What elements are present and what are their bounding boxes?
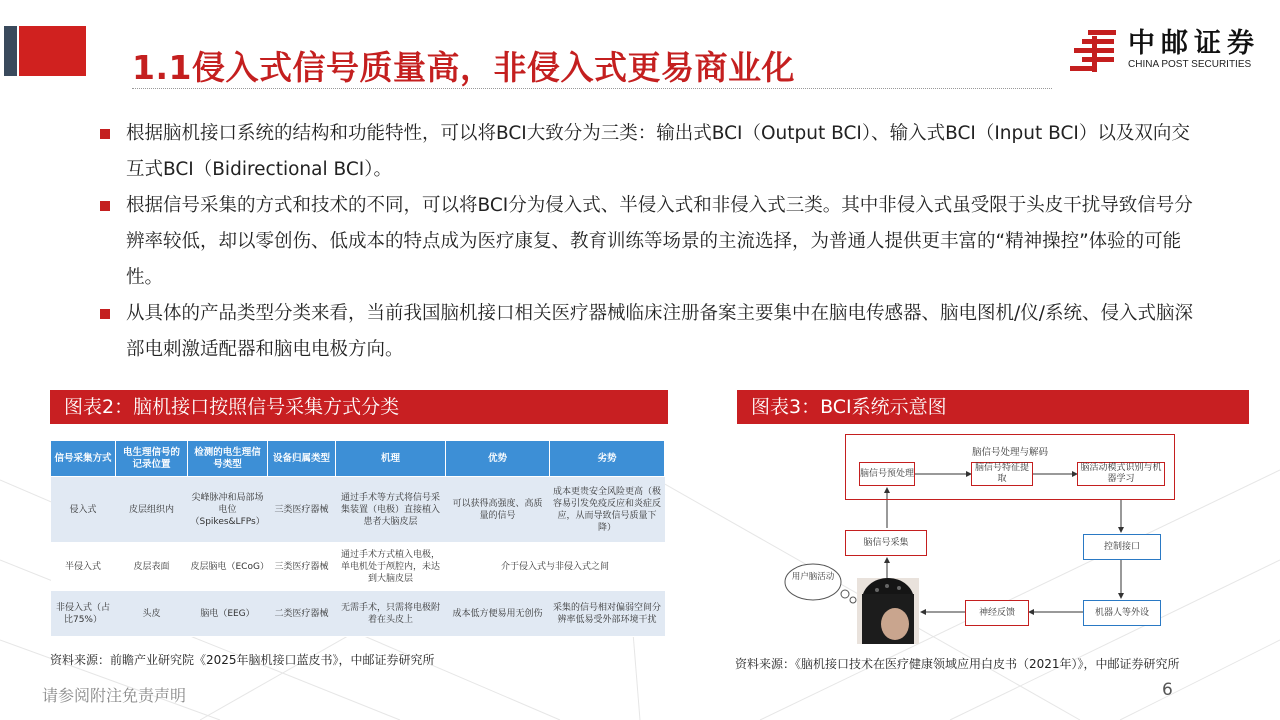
page-number: 6 (1162, 680, 1173, 700)
node-pattern-recognition: 脑活动模式识别与机器学习 (1077, 462, 1165, 486)
bci-system-diagram (737, 428, 1249, 650)
title-divider (132, 88, 1052, 89)
disclaimer-note: 请参阅附注免责声明 (42, 686, 187, 705)
table-cell: 半侵入式 (51, 543, 116, 591)
bci-classification-table (50, 440, 665, 637)
table-cell: 皮层表面 (116, 543, 188, 591)
node-preprocess: 脑信号预处理 (859, 462, 915, 486)
table-cell: 成本更贵安全风险更高（极容易引发免疫反应和炎症反应，从而导致信号质量下降） (550, 477, 665, 543)
table-header-cell: 劣势 (550, 441, 665, 477)
node-control-interface: 控制接口 (1083, 534, 1161, 560)
figure2-title: 图表2：脑机接口按照信号采集方式分类 (50, 390, 668, 424)
table-cell: 非侵入式（占比75%） (51, 591, 116, 637)
node-robot-peripherals: 机器人等外设 (1083, 600, 1161, 626)
table-cell: 二类医疗器械 (268, 591, 336, 637)
bullet-square-icon (100, 129, 110, 139)
table-cell: 通过手术等方式将信号采集装置（电极）直接植入患者大脑皮层 (336, 477, 446, 543)
table-cell: 皮层脑电（ECoG） (188, 543, 268, 591)
page-title: 1.1侵入式信号质量高，非侵入式更易商业化 (132, 48, 795, 87)
china-post-logo-icon (1068, 28, 1118, 74)
table-cell: 通过手术方式植入电极，单电机处于颅腔内，未达到大脑皮层 (336, 543, 446, 591)
header-accent-dark (4, 26, 17, 76)
node-signal-acquisition: 脑信号采集 (845, 530, 927, 556)
table-cell: 皮层组织内 (116, 477, 188, 543)
table-header-cell: 电生理信号的记录位置 (116, 441, 188, 477)
table-header-cell: 优势 (446, 441, 550, 477)
table-cell: 三类医疗器械 (268, 477, 336, 543)
bullet-item (96, 296, 1206, 368)
node-neurofeedback: 神经反馈 (965, 600, 1029, 626)
table-cell: 头皮 (116, 591, 188, 637)
table-cell: 无需手术，只需将电极附着在头皮上 (336, 591, 446, 637)
table-cell: 脑电（EEG） (188, 591, 268, 637)
table-header-cell: 设备归属类型 (268, 441, 336, 477)
bullet-item (96, 116, 1206, 188)
table-cell-merged: 介于侵入式与非侵入式之间 (446, 543, 665, 591)
user-head-image (857, 578, 919, 644)
table-row (51, 543, 665, 591)
node-user-brain-activity: 用户脑活动 (791, 572, 835, 582)
bullet-text: 根据信号采集的方式和技术的不同，可以将BCI分为侵入式、半侵入式和非侵入式三类。其中非侵入式虽受限于头皮干扰导致信号分辨率较低，却以零创伤、低成本的特点成为医疗康复、教育训练等场景的主流选择，为普通人提供更丰富的“精神操控”体验的可能性。 (126, 195, 1193, 288)
bullet-list (96, 116, 1206, 368)
table-cell: 尖峰脉冲和局部场电位（Spikes&LFPs） (188, 477, 268, 543)
figure2-source: 资料来源：前瞻产业研究院《2025年脑机接口蓝皮书》，中邮证券研究所 (50, 653, 435, 667)
bullet-text: 根据脑机接口系统的结构和功能特性，可以将BCI大致分为三类：输出式BCI（Output BCI）、输入式BCI（Input BCI）以及双向交互式BCI（Bidirectional BCI）。 (126, 123, 1190, 180)
node-feature-extraction: 脑信号特征提取 (971, 462, 1033, 486)
signal-processing-title: 脑信号处理与解码 (971, 447, 1048, 458)
table-cell: 采集的信号相对偏弱空间分辨率低易受外部环境干扰 (550, 591, 665, 637)
table-cell: 成本低方便易用无创伤 (446, 591, 550, 637)
table-row (51, 477, 665, 543)
bullet-square-icon (100, 309, 110, 319)
logo-chinese-text: 中邮证券 (1128, 28, 1260, 59)
table-row (51, 591, 665, 637)
table-header-cell: 信号采集方式 (51, 441, 116, 477)
table-header-cell: 检测的电生理信号类型 (188, 441, 268, 477)
thought-bubble-icon (785, 564, 856, 603)
header-accent-red (19, 26, 86, 76)
table-header-row (51, 441, 665, 477)
figure3-source: 资料来源：《脑机接口技术在医疗健康领域应用白皮书（2021年）》，中邮证券研究所 (735, 657, 1180, 671)
company-logo (1068, 28, 1268, 74)
logo-english-text: CHINA POST SECURITIES (1128, 59, 1252, 70)
bullet-item (96, 188, 1206, 296)
table-cell: 可以获得高强度、高质量的信号 (446, 477, 550, 543)
table-cell: 侵入式 (51, 477, 116, 543)
bullet-square-icon (100, 201, 110, 211)
figure3-title: 图表3：BCI系统示意图 (737, 390, 1249, 424)
table-header-cell: 机理 (336, 441, 446, 477)
bullet-text: 从具体的产品类型分类来看，当前我国脑机接口相关医疗器械临床注册备案主要集中在脑电传感器、脑电图机/仪/系统、侵入式脑深部电刺激适配器和脑电电极方向。 (126, 303, 1193, 360)
table-cell: 三类医疗器械 (268, 543, 336, 591)
